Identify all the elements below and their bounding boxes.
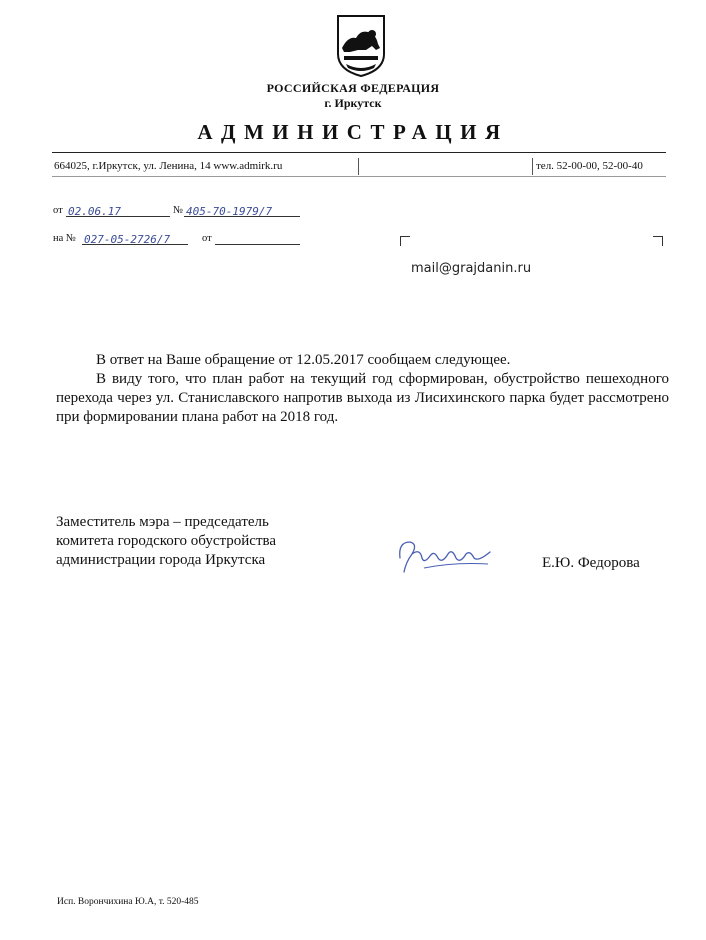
header-divider: [52, 176, 666, 177]
phone-numbers: тел. 52-00-00, 52-00-40: [536, 160, 643, 172]
outgoing-date-field: [66, 202, 170, 217]
outgoing-date-label: от: [53, 205, 63, 216]
incoming-date-field: [215, 230, 300, 245]
signer-position-line: администрации города Иркутска: [56, 552, 266, 568]
signer-position-line: комитета городского обустройства: [56, 533, 277, 549]
body-paragraph: В ответ на Ваше обращение от 12.05.2017 сообщаем следующее.: [96, 352, 511, 368]
incoming-date-label: от: [202, 233, 212, 244]
header-divider: [52, 152, 666, 153]
handwritten-signature: [394, 528, 494, 578]
incoming-number-field: [82, 230, 188, 245]
body-paragraph: В виду того, что план работ на текущий год сформирован, обустройство пешеходного перехода через ул. Станиславского напротив выхода из Лисихинского парка будет рассмотрено при формировании плана работ на 2018 год.: [56, 371, 669, 425]
country-name: РОССИЙСКАЯ ФЕДЕРАЦИЯ: [266, 81, 440, 95]
outgoing-number: 405-70-1979/7: [186, 205, 273, 218]
header-separator: [358, 158, 359, 175]
recipient-email: mail@grajdanin.ru: [411, 261, 532, 276]
incoming-number: 027-05-2726/7: [84, 233, 171, 246]
signer-position: [56, 513, 276, 570]
city-name: г. Иркутск: [324, 96, 382, 110]
outgoing-number-label: №: [173, 205, 184, 216]
address-line: 664025, г.Иркутск, ул. Ленина, 14 www.admirk.ru: [54, 160, 283, 172]
signer-name: Е.Ю. Федорова: [542, 555, 640, 571]
outgoing-date: 02.06.17: [68, 205, 121, 218]
page-title: АДМИНИСТРАЦИЯ: [197, 120, 509, 144]
recipient-corner-mark: [400, 236, 410, 246]
outgoing-number-field: [184, 202, 300, 217]
coat-of-arms-icon: [336, 14, 386, 78]
recipient-corner-mark: [653, 236, 663, 246]
header-separator: [532, 158, 533, 175]
letter-body: [56, 351, 669, 427]
incoming-number-label: на №: [53, 233, 76, 244]
executor-note: Исп. Ворончихина Ю.А, т. 520-485: [57, 897, 199, 907]
signer-position-line: Заместитель мэра – председатель: [56, 514, 269, 530]
